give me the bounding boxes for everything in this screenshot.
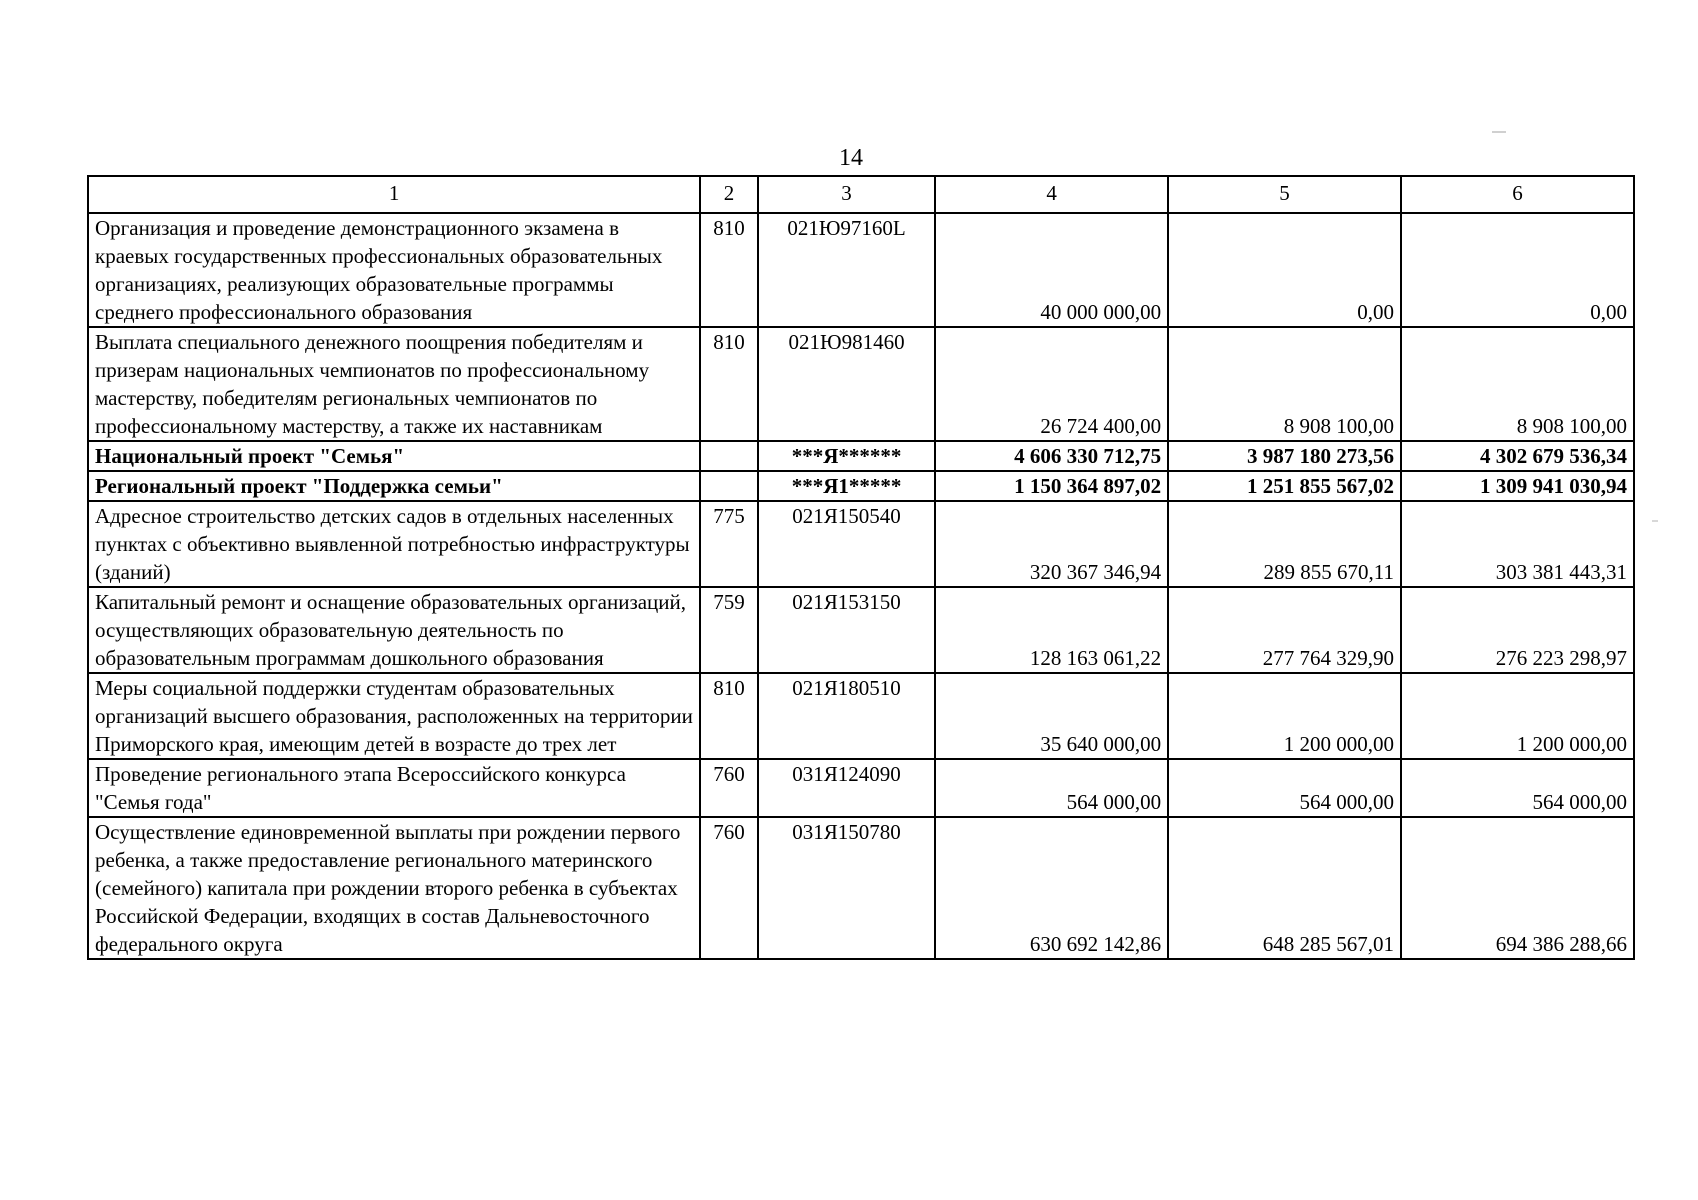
header-row	[88, 176, 1634, 213]
row-col-4: 320 367 346,94	[935, 501, 1168, 587]
row-col-5: 1 251 855 567,02	[1168, 471, 1401, 501]
row-col-3: 021Ю981460	[758, 327, 935, 441]
row-col-5: 289 855 670,11	[1168, 501, 1401, 587]
row-col-5: 8 908 100,00	[1168, 327, 1401, 441]
row-name: Осуществление единовременной выплаты при рождении первого ребенка, а также предоставление регионального материнского (семейного) капитала при рождении второго ребенка в субъектах Российской Федерации, входящих в состав Дальневосточного федерального округа	[88, 817, 700, 959]
row-col-4: 564 000,00	[935, 759, 1168, 817]
header-col-4: 4	[935, 176, 1168, 213]
row-col-2	[700, 441, 758, 471]
header-col-6: 6	[1401, 176, 1634, 213]
row-col-6: 303 381 443,31	[1401, 501, 1634, 587]
row-col-6: 1 200 000,00	[1401, 673, 1634, 759]
row-col-6: 4 302 679 536,34	[1401, 441, 1634, 471]
row-col-3: 021Я180510	[758, 673, 935, 759]
row-col-4: 1 150 364 897,02	[935, 471, 1168, 501]
row-col-4: 128 163 061,22	[935, 587, 1168, 673]
scan-mark-edge	[1652, 520, 1658, 522]
row-col-6: 276 223 298,97	[1401, 587, 1634, 673]
row-col-6: 8 908 100,00	[1401, 327, 1634, 441]
row-col-5: 648 285 567,01	[1168, 817, 1401, 959]
table-row	[88, 759, 1634, 817]
row-name: Организация и проведение демонстрационного экзамена в краевых государственных профессиональных образовательных организациях, реализующих образовательные программы среднего профессионального образования	[88, 213, 700, 327]
table-row-total	[88, 441, 1634, 471]
row-name: Меры социальной поддержки студентам образовательных организаций высшего образования, расположенных на территории Приморского края, имеющим детей в возрасте до трех лет	[88, 673, 700, 759]
table-row	[88, 501, 1634, 587]
row-name: Национальный проект "Семья"	[88, 441, 700, 471]
row-col-5: 1 200 000,00	[1168, 673, 1401, 759]
row-col-4: 630 692 142,86	[935, 817, 1168, 959]
table-row	[88, 327, 1634, 441]
table-row	[88, 817, 1634, 959]
row-col-4: 35 640 000,00	[935, 673, 1168, 759]
row-col-3: 021Я153150	[758, 587, 935, 673]
row-name: Адресное строительство детских садов в отдельных населенных пунктах с объективно выявленной потребностью инфраструктуры (зданий)	[88, 501, 700, 587]
table-row	[88, 587, 1634, 673]
row-col-2: 810	[700, 213, 758, 327]
row-col-2: 810	[700, 673, 758, 759]
row-col-6: 564 000,00	[1401, 759, 1634, 817]
page-number	[0, 144, 1698, 172]
row-col-2: 760	[700, 759, 758, 817]
row-name: Капитальный ремонт и оснащение образовательных организаций, осуществляющих образовательную деятельность по образовательным программам дошкольного образования	[88, 587, 700, 673]
row-col-5: 277 764 329,90	[1168, 587, 1401, 673]
row-col-6: 0,00	[1401, 213, 1634, 327]
scan-mark	[1492, 131, 1506, 133]
header-col-5: 5	[1168, 176, 1401, 213]
row-col-5: 0,00	[1168, 213, 1401, 327]
row-col-3: 031Я124090	[758, 759, 935, 817]
row-name: Региональный проект "Поддержка семьи"	[88, 471, 700, 501]
row-name: Проведение регионального этапа Всероссийского конкурса "Семья года"	[88, 759, 700, 817]
row-col-3: 021Я150540	[758, 501, 935, 587]
row-col-5: 564 000,00	[1168, 759, 1401, 817]
table-row	[88, 213, 1634, 327]
row-col-2: 760	[700, 817, 758, 959]
row-col-4: 40 000 000,00	[935, 213, 1168, 327]
row-col-3: 021Ю97160L	[758, 213, 935, 327]
row-col-3: ***Я1*****	[758, 471, 935, 501]
row-name: Выплата специального денежного поощрения победителям и призерам национальных чемпионатов по профессиональному мастерству, победителям региональных чемпионатов по профессиональному мастерству, а также их наставникам	[88, 327, 700, 441]
row-col-2: 810	[700, 327, 758, 441]
page-number-text: 14	[839, 145, 863, 171]
row-col-6: 1 309 941 030,94	[1401, 471, 1634, 501]
row-col-3: ***Я******	[758, 441, 935, 471]
row-col-4: 4 606 330 712,75	[935, 441, 1168, 471]
row-col-2: 759	[700, 587, 758, 673]
header-col-3: 3	[758, 176, 935, 213]
table-row	[88, 673, 1634, 759]
row-col-4: 26 724 400,00	[935, 327, 1168, 441]
budget-table	[87, 175, 1635, 960]
table-row-total	[88, 471, 1634, 501]
row-col-2: 775	[700, 501, 758, 587]
row-col-6: 694 386 288,66	[1401, 817, 1634, 959]
row-col-5: 3 987 180 273,56	[1168, 441, 1401, 471]
header-col-1: 1	[88, 176, 700, 213]
header-col-2: 2	[700, 176, 758, 213]
row-col-3: 031Я150780	[758, 817, 935, 959]
row-col-2	[700, 471, 758, 501]
